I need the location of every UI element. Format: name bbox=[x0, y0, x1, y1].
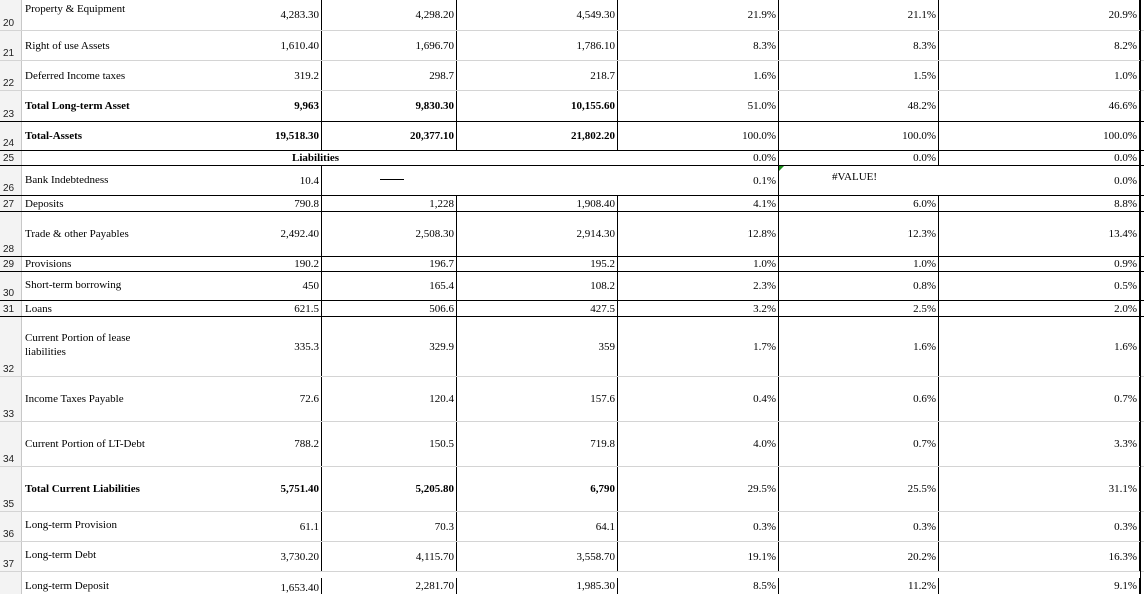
value-cell[interactable]: 120.4 bbox=[322, 377, 457, 421]
value-cell[interactable]: 4,298.20 bbox=[322, 0, 457, 30]
percent-cell[interactable]: 0.0% bbox=[939, 151, 1140, 165]
value-cell[interactable]: 359 bbox=[457, 317, 618, 376]
percent-cell[interactable]: 0.1% bbox=[618, 166, 779, 195]
sheet-row bbox=[0, 422, 1144, 467]
value-cell[interactable]: 108.2 bbox=[457, 272, 618, 300]
percent-cell[interactable]: 4.1% bbox=[618, 196, 779, 211]
sheet-row bbox=[0, 31, 1144, 61]
percent-cell[interactable]: 46.6% bbox=[939, 91, 1140, 121]
value-cell[interactable]: 5,751.40 bbox=[157, 467, 322, 511]
percent-cell[interactable]: 8.3% bbox=[779, 31, 939, 60]
sheet-row bbox=[0, 317, 1144, 377]
value-cell[interactable]: 1,908.40 bbox=[457, 196, 618, 211]
row-label-cell[interactable]: Total-Assets bbox=[25, 130, 83, 142]
sheet-row bbox=[0, 542, 1144, 572]
percent-cell[interactable]: 0.3% bbox=[939, 512, 1140, 541]
row-label-cell[interactable]: Bank Indebtedness bbox=[25, 174, 109, 186]
percent-cell[interactable]: 1.6% bbox=[779, 317, 939, 376]
percent-cell[interactable]: 0.3% bbox=[618, 512, 779, 541]
sheet-row bbox=[0, 377, 1144, 422]
value-cell[interactable]: 2,281.70 bbox=[322, 578, 457, 594]
row-header[interactable]: 23 bbox=[0, 91, 22, 121]
percent-cell[interactable]: 100.0% bbox=[779, 122, 939, 150]
percent-cell[interactable]: 31.1% bbox=[939, 467, 1140, 511]
percent-cell[interactable]: 12.8% bbox=[618, 212, 779, 256]
value-cell[interactable]: 788.2 bbox=[157, 422, 322, 466]
sheet-row bbox=[0, 61, 1144, 91]
row-header[interactable]: 36 bbox=[0, 512, 22, 541]
sheet-row bbox=[0, 301, 1144, 317]
value-cell[interactable]: 19,518.30 bbox=[157, 122, 322, 150]
value-cell[interactable]: 506.6 bbox=[322, 301, 457, 316]
value-cell[interactable]: 61.1 bbox=[157, 512, 322, 541]
error-indicator-icon[interactable] bbox=[779, 166, 784, 171]
sheet-row bbox=[0, 166, 1144, 196]
value-cell[interactable]: 4,549.30 bbox=[457, 0, 618, 30]
value-cell[interactable]: 20,377.10 bbox=[322, 122, 457, 150]
percent-cell[interactable]: 0.9% bbox=[939, 257, 1140, 271]
percent-cell[interactable]: 1.7% bbox=[618, 317, 779, 376]
value-cell[interactable]: 329.9 bbox=[322, 317, 457, 376]
sheet-row bbox=[0, 212, 1144, 257]
percent-cell[interactable]: 11.2% bbox=[779, 578, 939, 594]
value-cell[interactable]: 3,730.20 bbox=[157, 542, 322, 571]
percent-cell[interactable]: 8.2% bbox=[939, 31, 1140, 60]
value-cell[interactable]: 621.5 bbox=[157, 301, 322, 316]
percent-cell[interactable]: 16.3% bbox=[939, 542, 1140, 571]
percent-cell[interactable]: 48.2% bbox=[779, 91, 939, 121]
value-cell[interactable]: 10.4 bbox=[157, 166, 322, 195]
value-cell[interactable]: 157.6 bbox=[457, 377, 618, 421]
value-cell[interactable]: 298.7 bbox=[322, 61, 457, 90]
row-header[interactable]: 20 bbox=[0, 0, 22, 30]
percent-cell[interactable]: 1.0% bbox=[779, 257, 939, 271]
percent-cell[interactable]: 21.1% bbox=[779, 0, 939, 30]
row-header[interactable] bbox=[0, 572, 22, 594]
sheet-row bbox=[0, 0, 1144, 31]
value-cell[interactable]: 2,492.40 bbox=[157, 212, 322, 256]
value-cell[interactable]: 2,914.30 bbox=[457, 212, 618, 256]
row-label-cell[interactable]: Provisions bbox=[25, 258, 72, 270]
percent-cell[interactable]: 6.0% bbox=[779, 196, 939, 211]
percent-cell[interactable]: 0.7% bbox=[779, 422, 939, 466]
value-error-cell[interactable]: #VALUE! bbox=[832, 171, 878, 183]
percent-cell[interactable]: 9.1% bbox=[939, 578, 1140, 594]
row-header[interactable]: 27 bbox=[0, 196, 22, 211]
sheet-row bbox=[0, 91, 1144, 122]
percent-cell[interactable]: 1.0% bbox=[618, 257, 779, 271]
row-label-cell[interactable]: Trade & other Payables bbox=[25, 228, 129, 240]
percent-cell[interactable]: 0.5% bbox=[939, 272, 1140, 300]
row-label-cell[interactable]: Deferred Income taxes bbox=[25, 70, 126, 82]
value-cell[interactable]: 335.3 bbox=[157, 317, 322, 376]
percent-cell[interactable]: 12.3% bbox=[779, 212, 939, 256]
sheet-row bbox=[0, 512, 1144, 542]
value-cell[interactable]: 64.1 bbox=[457, 512, 618, 541]
percent-cell[interactable]: 0.0% bbox=[939, 166, 1140, 195]
value-cell[interactable]: 6,790 bbox=[457, 467, 618, 511]
sheet-row bbox=[0, 467, 1144, 512]
row-label-cell[interactable]: Current Portion of LT-Debt bbox=[25, 438, 145, 450]
dash-mark bbox=[380, 179, 404, 180]
percent-cell[interactable]: 0.3% bbox=[779, 512, 939, 541]
row-label-cell[interactable]: Total Current Liabilities bbox=[25, 483, 140, 495]
percent-cell[interactable]: 100.0% bbox=[939, 122, 1140, 150]
row-header[interactable]: 21 bbox=[0, 31, 22, 60]
value-cell[interactable]: 1,653.40 bbox=[157, 578, 322, 594]
percent-cell[interactable]: 0.4% bbox=[618, 377, 779, 421]
percent-cell[interactable]: 1.0% bbox=[939, 61, 1140, 90]
percent-cell[interactable]: 20.9% bbox=[939, 0, 1140, 30]
value-cell[interactable]: 190.2 bbox=[157, 257, 322, 271]
section-heading-liabilities[interactable]: Liabilities bbox=[292, 152, 340, 164]
row-header[interactable]: 34 bbox=[0, 422, 22, 466]
value-cell[interactable]: 719.8 bbox=[457, 422, 618, 466]
row-header[interactable]: 24 bbox=[0, 122, 22, 150]
row-label-cell[interactable]: Property & Equipment bbox=[25, 3, 126, 15]
grid-right-border bbox=[1140, 0, 1141, 594]
row-label-cell[interactable]: Short-term borrowing bbox=[25, 279, 122, 291]
row-label-cell[interactable]: Total Long-term Asset bbox=[25, 100, 130, 112]
percent-cell[interactable]: 2.5% bbox=[779, 301, 939, 316]
row-label-cell[interactable]: Income Taxes Payable bbox=[25, 393, 124, 405]
value-cell[interactable]: 218.7 bbox=[457, 61, 618, 90]
row-header[interactable]: 28 bbox=[0, 212, 22, 256]
percent-cell[interactable]: 2.0% bbox=[939, 301, 1140, 316]
row-label-cell[interactable]: Long-term Deposit bbox=[25, 580, 110, 592]
value-cell[interactable]: 790.8 bbox=[157, 196, 322, 211]
row-label-cell[interactable]: Long-term Provision bbox=[25, 519, 117, 531]
row-header[interactable]: 26 bbox=[0, 166, 22, 195]
row-label-cell[interactable]: Right of use Assets bbox=[25, 40, 110, 52]
percent-cell[interactable]: 8.5% bbox=[618, 578, 779, 594]
value-cell[interactable]: 319.2 bbox=[157, 61, 322, 90]
value-cell[interactable]: 1,985.30 bbox=[457, 578, 618, 594]
percent-cell[interactable]: 3.3% bbox=[939, 422, 1140, 466]
sheet-row bbox=[0, 272, 1144, 301]
percent-cell[interactable]: 0.6% bbox=[779, 377, 939, 421]
percent-cell[interactable]: 1.6% bbox=[939, 317, 1140, 376]
value-cell[interactable]: 3,558.70 bbox=[457, 542, 618, 571]
percent-cell[interactable]: 1.5% bbox=[779, 61, 939, 90]
value-cell[interactable]: 165.4 bbox=[322, 272, 457, 300]
row-header[interactable]: 37 bbox=[0, 542, 22, 571]
sheet-row bbox=[0, 151, 1144, 166]
row-header[interactable]: 31 bbox=[0, 301, 22, 316]
value-cell[interactable]: 1,786.10 bbox=[457, 31, 618, 60]
value-cell[interactable]: 21,802.20 bbox=[457, 122, 618, 150]
percent-cell[interactable]: 29.5% bbox=[618, 467, 779, 511]
percent-cell[interactable]: 19.1% bbox=[618, 542, 779, 571]
row-header[interactable]: 30 bbox=[0, 272, 22, 300]
value-cell[interactable]: 1,696.70 bbox=[322, 31, 457, 60]
percent-cell[interactable]: 0.8% bbox=[779, 272, 939, 300]
row-header[interactable]: 35 bbox=[0, 467, 22, 511]
percent-cell[interactable]: 8.3% bbox=[618, 31, 779, 60]
percent-cell[interactable]: 2.3% bbox=[618, 272, 779, 300]
row-header[interactable]: 32 bbox=[0, 317, 22, 376]
percent-cell[interactable]: 0.0% bbox=[779, 151, 939, 165]
percent-cell[interactable]: 1.6% bbox=[618, 61, 779, 90]
percent-cell[interactable]: 21.9% bbox=[618, 0, 779, 30]
value-cell[interactable]: 72.6 bbox=[157, 377, 322, 421]
value-cell[interactable]: 70.3 bbox=[322, 512, 457, 541]
percent-cell[interactable]: 20.2% bbox=[779, 542, 939, 571]
value-cell[interactable]: 196.7 bbox=[322, 257, 457, 271]
sheet-row bbox=[0, 572, 1144, 594]
sheet-row bbox=[0, 122, 1144, 151]
row-label-cell[interactable]: Current Portion of lease liabilities bbox=[25, 332, 131, 358]
value-cell[interactable]: 450 bbox=[157, 272, 322, 300]
value-cell[interactable]: 9,830.30 bbox=[322, 91, 457, 121]
value-cell[interactable]: 5,205.80 bbox=[322, 467, 457, 511]
value-cell[interactable]: 150.5 bbox=[322, 422, 457, 466]
row-header[interactable]: 22 bbox=[0, 61, 22, 90]
percent-cell[interactable]: 13.4% bbox=[939, 212, 1140, 256]
value-cell[interactable]: 427.5 bbox=[457, 301, 618, 316]
percent-cell[interactable]: 0.7% bbox=[939, 377, 1140, 421]
sheet-row bbox=[0, 196, 1144, 212]
percent-cell[interactable]: 51.0% bbox=[618, 91, 779, 121]
value-cell[interactable]: 9,963 bbox=[157, 91, 322, 121]
value-cell[interactable]: 10,155.60 bbox=[457, 91, 618, 121]
row-header[interactable]: 25 bbox=[0, 151, 22, 165]
sheet-row bbox=[0, 257, 1144, 272]
percent-cell[interactable]: 3.2% bbox=[618, 301, 779, 316]
value-cell[interactable]: 4,283.30 bbox=[157, 0, 322, 30]
row-label-cell[interactable]: Loans bbox=[25, 302, 52, 315]
percent-cell[interactable]: 8.8% bbox=[939, 196, 1140, 211]
row-label-cell[interactable]: Long-term Debt bbox=[25, 549, 97, 561]
value-cell[interactable]: 2,508.30 bbox=[322, 212, 457, 256]
row-label-cell[interactable]: Deposits bbox=[25, 197, 64, 210]
value-cell[interactable]: 1,228 bbox=[322, 196, 457, 211]
percent-cell[interactable]: 100.0% bbox=[618, 122, 779, 150]
percent-cell[interactable]: 0.0% bbox=[618, 151, 779, 165]
value-cell[interactable]: 1,610.40 bbox=[157, 31, 322, 60]
percent-cell[interactable]: 25.5% bbox=[779, 467, 939, 511]
row-header[interactable]: 33 bbox=[0, 377, 22, 421]
value-cell[interactable]: 195.2 bbox=[457, 257, 618, 271]
percent-cell[interactable]: 4.0% bbox=[618, 422, 779, 466]
value-cell[interactable]: 4,115.70 bbox=[322, 542, 457, 571]
row-header[interactable]: 29 bbox=[0, 257, 22, 271]
